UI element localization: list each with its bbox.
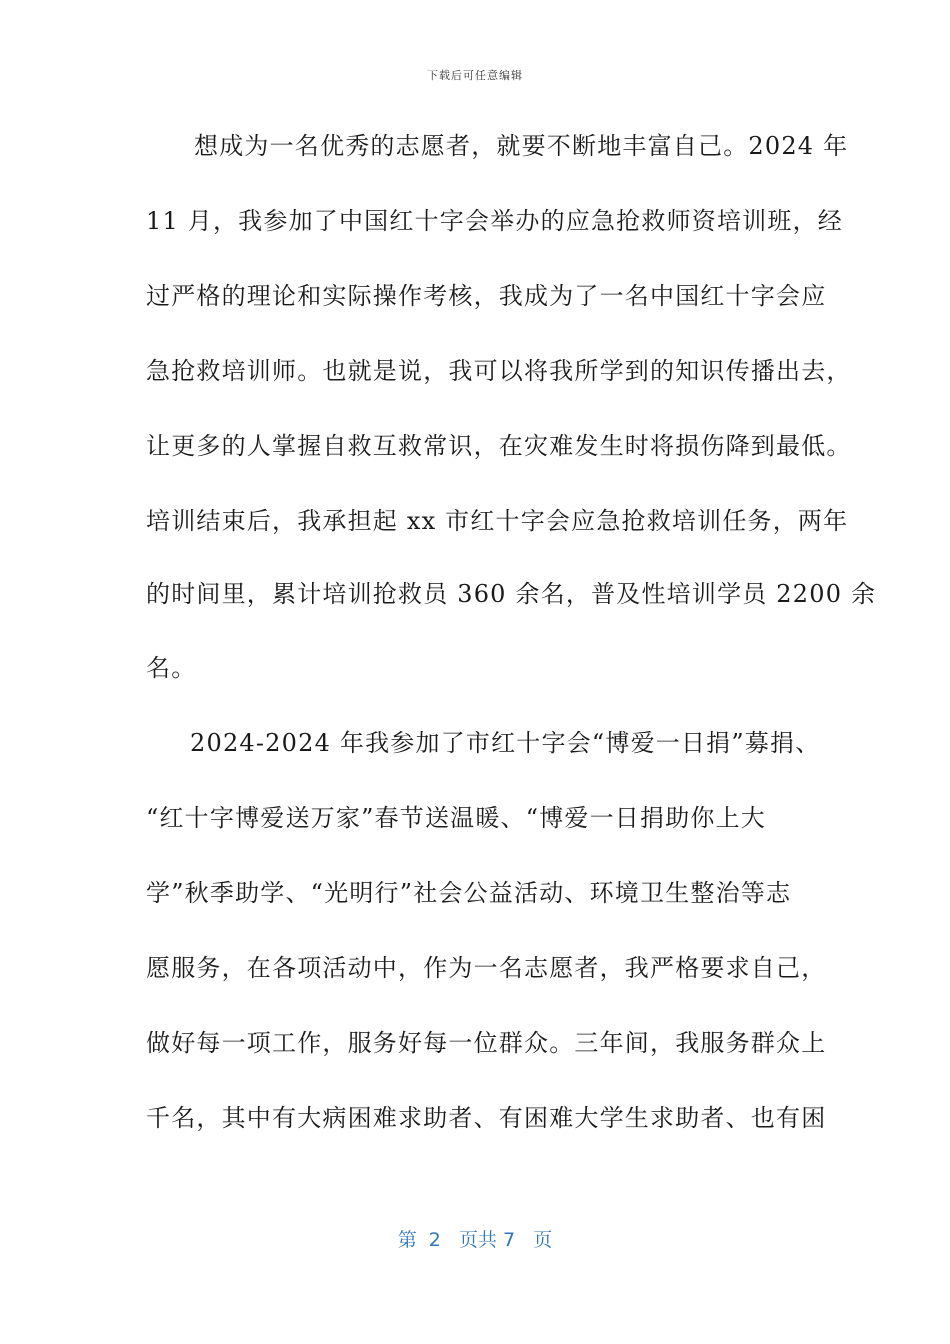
paragraph-line: 培训结束后，我承担起 xx 市红十字会应急抢救培训任务，两年 bbox=[146, 507, 849, 535]
paragraph-line: 的时间里，累计培训抢救员 360 余名，普及性培训学员 2200 余 bbox=[146, 580, 877, 608]
paragraph-line: 学”秋季助学、“光明行”社会公益活动、环境卫生整治等志 bbox=[146, 879, 792, 907]
page-number-footer: 第 2 页共 7 页 bbox=[397, 1229, 553, 1251]
paragraph-line: 愿服务，在各项活动中，作为一名志愿者，我严格要求自己， bbox=[146, 954, 827, 982]
paragraph-line: 过严格的理论和实际操作考核，我成为了一名中国红十字会应 bbox=[146, 282, 827, 310]
paragraph-line: 想成为一名优秀的志愿者，就要不断地丰富自己。2024 年 bbox=[194, 132, 849, 160]
paragraph-line: 急抢救培训师。也就是说，我可以将我所学到的知识传播出去， bbox=[146, 357, 852, 385]
paragraph-line: 让更多的人掌握自救互救常识，在灾难发生时将损伤降到最低。 bbox=[146, 432, 852, 460]
paragraph-line: 11 月，我参加了中国红十字会举办的应急抢救师资培训班，经 bbox=[146, 207, 843, 235]
document-header-note: 下载后可任意编辑 bbox=[427, 69, 523, 82]
paragraph-line: 千名，其中有大病困难求助者、有困难大学生求助者、也有困 bbox=[146, 1104, 827, 1132]
paragraph-line: 名。 bbox=[146, 654, 197, 682]
paragraph-line: “红十字博爱送万家”春节送温暖、“博爱一日捐助你上大 bbox=[146, 804, 767, 832]
paragraph-line: 2024-2024 年我参加了市红十字会“博爱一日捐”募捐、 bbox=[190, 729, 821, 757]
paragraph-line: 做好每一项工作，服务好每一位群众。三年间，我服务群众上 bbox=[146, 1029, 827, 1057]
